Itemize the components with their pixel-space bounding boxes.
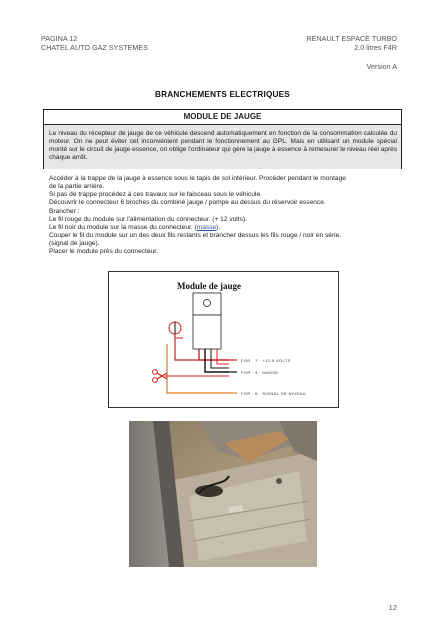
label-signal: FOR . 6 : SIGNAL DE NIVEAU (241, 391, 306, 396)
instruction-line: Brancher : (49, 207, 80, 215)
mounting-hole (204, 300, 211, 307)
module-box-heading: MODULE DE JAUGE (44, 110, 401, 125)
instruction-line: Découvrir le connecteur 6 broches du combiné jauge / pompe au dessus du réservoir essence. (49, 199, 326, 207)
header-left (41, 34, 148, 52)
module-signal-wire (211, 349, 229, 368)
wiring-diagram-svg (109, 272, 338, 407)
instruction-line: Accéder à la trappe de la jauge à essence sous le tapis de sol intérieur. Procéder pendant le montage (49, 175, 346, 182)
module-red-wire (199, 349, 229, 360)
fuel-gauge-access-photo (129, 421, 317, 567)
instruction-line: Couper le fil du module sur un des deux fils restants et brancher dessus les fils rouge / noir en série. (49, 232, 342, 240)
masse-link[interactable]: masse (196, 223, 217, 231)
photo-svg (129, 421, 317, 567)
instruction-text: ). (216, 223, 221, 231)
label-masse: FOR . 4 : MASSE (241, 370, 279, 375)
engine-spec: 2.0 litres F4R (354, 43, 397, 52)
instruction-line: (signal de jauge). (49, 240, 100, 248)
label-alimentation: FOR . 7 : +12,5 VOLTS (241, 358, 291, 363)
scissors-icon (153, 370, 167, 383)
diagram-title: Module de jauge (177, 281, 241, 291)
page-label: PAGINA 12 (41, 34, 78, 43)
company-name: CHATEL AUTO GAZ SYSTEMES (41, 43, 148, 52)
instruction-line: Si pas de trappe procédez à ces travaux sur le faisceau sous le véhicule. (49, 191, 262, 199)
instruction-line (49, 224, 401, 232)
page-number: 12 (388, 603, 397, 612)
document-version: Version A (366, 62, 397, 71)
instruction-text: Le fil noir du module sur la masse du connecteur. ( (49, 223, 197, 231)
module-box-text: Le niveau du récepteur de jauge de ce véhicule descend automatiquement en fonction de la consommation calculée du moteur. On ne peut éviter cet inconvénient pendant le fonctionnement au GPL. Mais en utilisant un module spécial monté sur le circuit de jauge essence, on oblige l'ordinateur qui gère la jauge à essence à remesurer le niveau réel après chaque arrêt. (44, 125, 401, 169)
module-red2-wire (217, 349, 229, 364)
wiring-diagram (108, 271, 339, 408)
module-info-box (43, 109, 402, 169)
vehicle-model: RENAULT ESPACE TURBO (306, 34, 397, 43)
instruction-line: Placer le module près du connecteur. (49, 248, 158, 256)
instructions-paragraph (49, 175, 401, 257)
module-body (193, 315, 221, 349)
instruction-line: Le fil rouge du module sur l'alimentation du connecteur. (+ 12 volts). (49, 215, 247, 223)
instruction-line: de la partie arrière. (49, 183, 105, 191)
header-right (306, 34, 397, 52)
section-title: BRANCHEMENTS ELECTRIQUES (155, 90, 290, 99)
